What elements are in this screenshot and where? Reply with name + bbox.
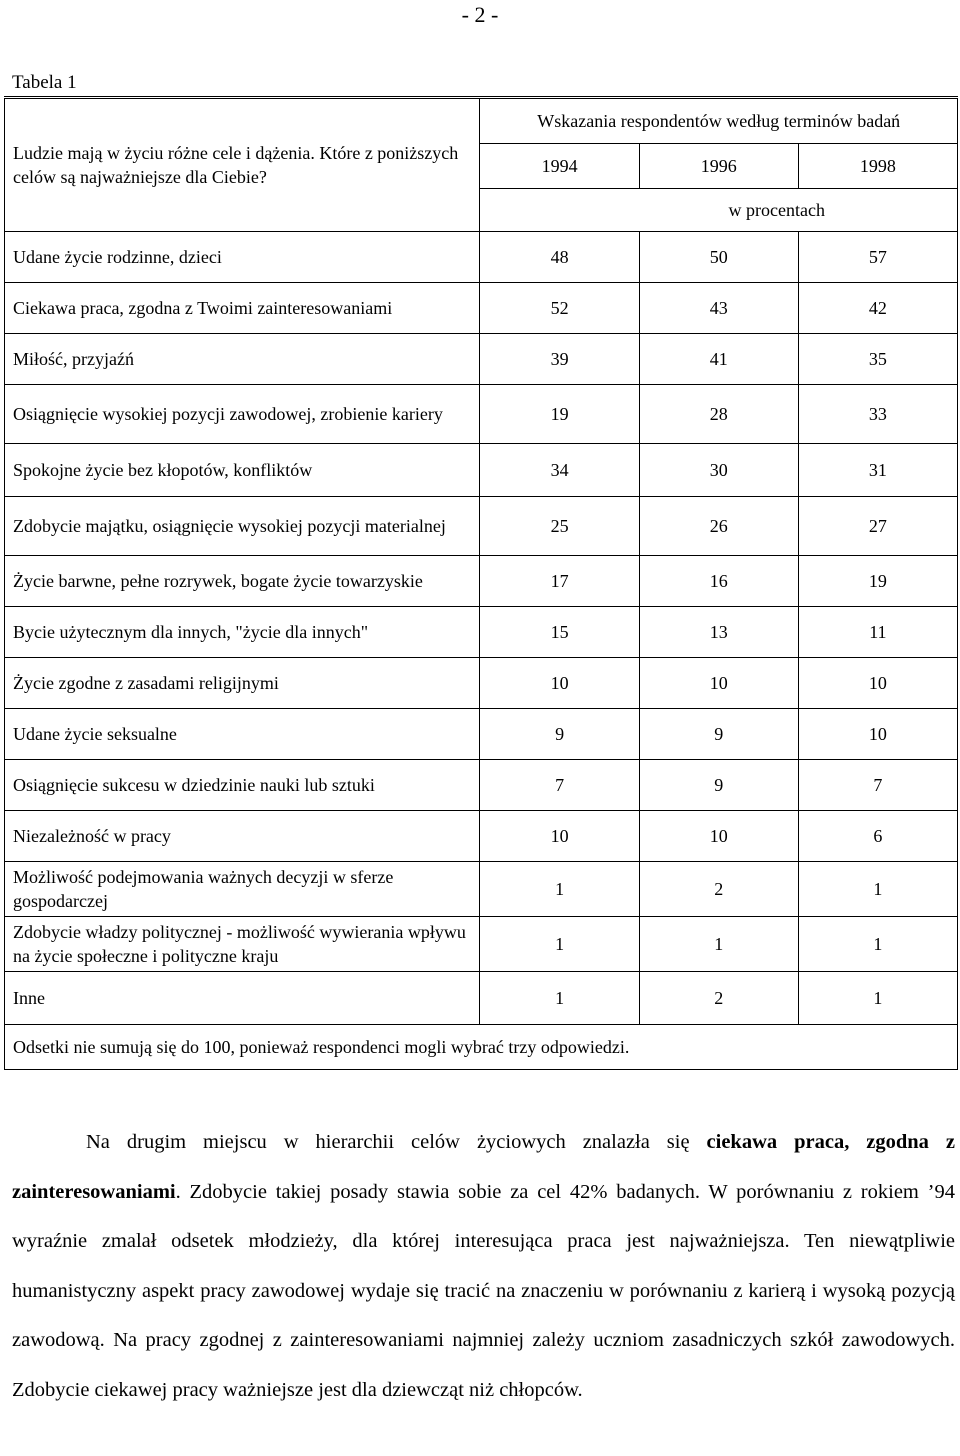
value-1996: 16 [639, 556, 798, 607]
row-label: Zdobycie majątku, osiągnięcie wysokiej pozycji materialnej [5, 497, 480, 556]
page-number: - 2 - [461, 2, 499, 27]
value-1994: 1 [480, 972, 639, 1025]
group-header: Wskazania respondentów według terminów badań [480, 98, 958, 144]
table-note: Odsetki nie sumują się do 100, ponieważ respondenci mogli wybrać trzy odpowiedzi. [5, 1025, 958, 1070]
value-1998: 10 [798, 658, 957, 709]
value-1994: 48 [480, 232, 639, 283]
table-row [5, 760, 958, 811]
paragraph-part2: . Zdobycie takiej posady stawia sobie za cel 42% badanych. W porównaniu z rokiem ’94 wyraźnie zmalał odsetek młodzieży, dla której interesująca praca jest najważniejsza. Ten niewątpliwie humanistyczny aspekt pracy zawodowej wydaje się tracić na znaczeniu w porównaniu z karierą i wysoką pozycją zawodową. Na pracy zgodnej z zainteresowaniami najmniej zależy uczniom zasadniczych szkół zawodowych. Zdobycie ciekawej pracy ważniejsze jest dla dziewcząt niż chłopców. [12, 1180, 955, 1401]
value-1996: 10 [639, 658, 798, 709]
value-1998: 1 [798, 917, 957, 972]
paragraph-part1: Na drugim miejscu w hierarchii celów życiowych znalazła się [86, 1131, 707, 1153]
row-label: Życie barwne, pełne rozrywek, bogate życie towarzyskie [5, 556, 480, 607]
value-1994: 10 [480, 811, 639, 862]
value-1998: 1 [798, 972, 957, 1025]
row-label: Zdobycie władzy politycznej - możliwość wywierania wpływu na życie społeczne i polityczne kraju [5, 917, 480, 972]
value-1996: 28 [639, 385, 798, 444]
table-row [5, 497, 958, 556]
value-1994: 39 [480, 334, 639, 385]
value-1996: 50 [639, 232, 798, 283]
value-1994: 19 [480, 385, 639, 444]
value-1998: 7 [798, 760, 957, 811]
row-label: Życie zgodne z zasadami religijnymi [5, 658, 480, 709]
table-row [5, 385, 958, 444]
value-1996: 10 [639, 811, 798, 862]
table-row [5, 607, 958, 658]
value-1998: 57 [798, 232, 957, 283]
value-1998: 10 [798, 709, 957, 760]
value-1998: 11 [798, 607, 957, 658]
table-row [5, 709, 958, 760]
row-label: Udane życie seksualne [5, 709, 480, 760]
row-label: Inne [5, 972, 480, 1025]
table-row [5, 444, 958, 497]
table-row [5, 862, 958, 917]
row-label: Ciekawa praca, zgodna z Twoimi zainteresowaniami [5, 283, 480, 334]
value-1996: 41 [639, 334, 798, 385]
row-label: Niezależność w pracy [5, 811, 480, 862]
question-cell: Ludzie mają w życiu różne cele i dążenia. Które z poniższych celów są najważniejsze dla Ciebie? [5, 98, 480, 232]
unit-header: w procentach [480, 189, 958, 232]
table-row [5, 658, 958, 709]
paragraph-bold: ciekawa praca, zgodna z zainteresowaniami [12, 1131, 955, 1203]
value-1996: 2 [639, 862, 798, 917]
value-1998: 33 [798, 385, 957, 444]
value-1994: 17 [480, 556, 639, 607]
value-1998: 1 [798, 862, 957, 917]
value-1998: 31 [798, 444, 957, 497]
value-1994: 15 [480, 607, 639, 658]
survey-table [4, 96, 958, 1070]
value-1994: 7 [480, 760, 639, 811]
table-row [5, 972, 958, 1025]
year-header-1998: 1998 [798, 144, 957, 189]
value-1994: 1 [480, 862, 639, 917]
table-row [5, 283, 958, 334]
row-label: Bycie użytecznym dla innych, "życie dla innych" [5, 607, 480, 658]
value-1996: 13 [639, 607, 798, 658]
row-label: Spokojne życie bez kłopotów, konfliktów [5, 444, 480, 497]
value-1998: 19 [798, 556, 957, 607]
value-1996: 26 [639, 497, 798, 556]
value-1996: 9 [639, 709, 798, 760]
row-label: Możliwość podejmowania ważnych decyzji w sferze gospodarczej [5, 862, 480, 917]
value-1994: 25 [480, 497, 639, 556]
value-1996: 9 [639, 760, 798, 811]
value-1998: 42 [798, 283, 957, 334]
row-label: Miłość, przyjaźń [5, 334, 480, 385]
year-header-1996: 1996 [639, 144, 798, 189]
value-1996: 1 [639, 917, 798, 972]
value-1998: 27 [798, 497, 957, 556]
table-row [5, 232, 958, 283]
row-label: Osiągnięcie sukcesu w dziedzinie nauki lub sztuki [5, 760, 480, 811]
value-1996: 43 [639, 283, 798, 334]
value-1994: 9 [480, 709, 639, 760]
value-1996: 30 [639, 444, 798, 497]
table-row [5, 556, 958, 607]
body-paragraph [12, 1118, 955, 1415]
value-1994: 1 [480, 917, 639, 972]
table-caption: Tabela 1 [12, 72, 77, 93]
value-1994: 10 [480, 658, 639, 709]
value-1996: 2 [639, 972, 798, 1025]
value-1998: 35 [798, 334, 957, 385]
table-row [5, 334, 958, 385]
table-row [5, 917, 958, 972]
table-row [5, 811, 958, 862]
value-1994: 52 [480, 283, 639, 334]
value-1994: 34 [480, 444, 639, 497]
row-label: Udane życie rodzinne, dzieci [5, 232, 480, 283]
year-header-1994: 1994 [480, 144, 639, 189]
row-label: Osiągnięcie wysokiej pozycji zawodowej, zrobienie kariery [5, 385, 480, 444]
value-1998: 6 [798, 811, 957, 862]
